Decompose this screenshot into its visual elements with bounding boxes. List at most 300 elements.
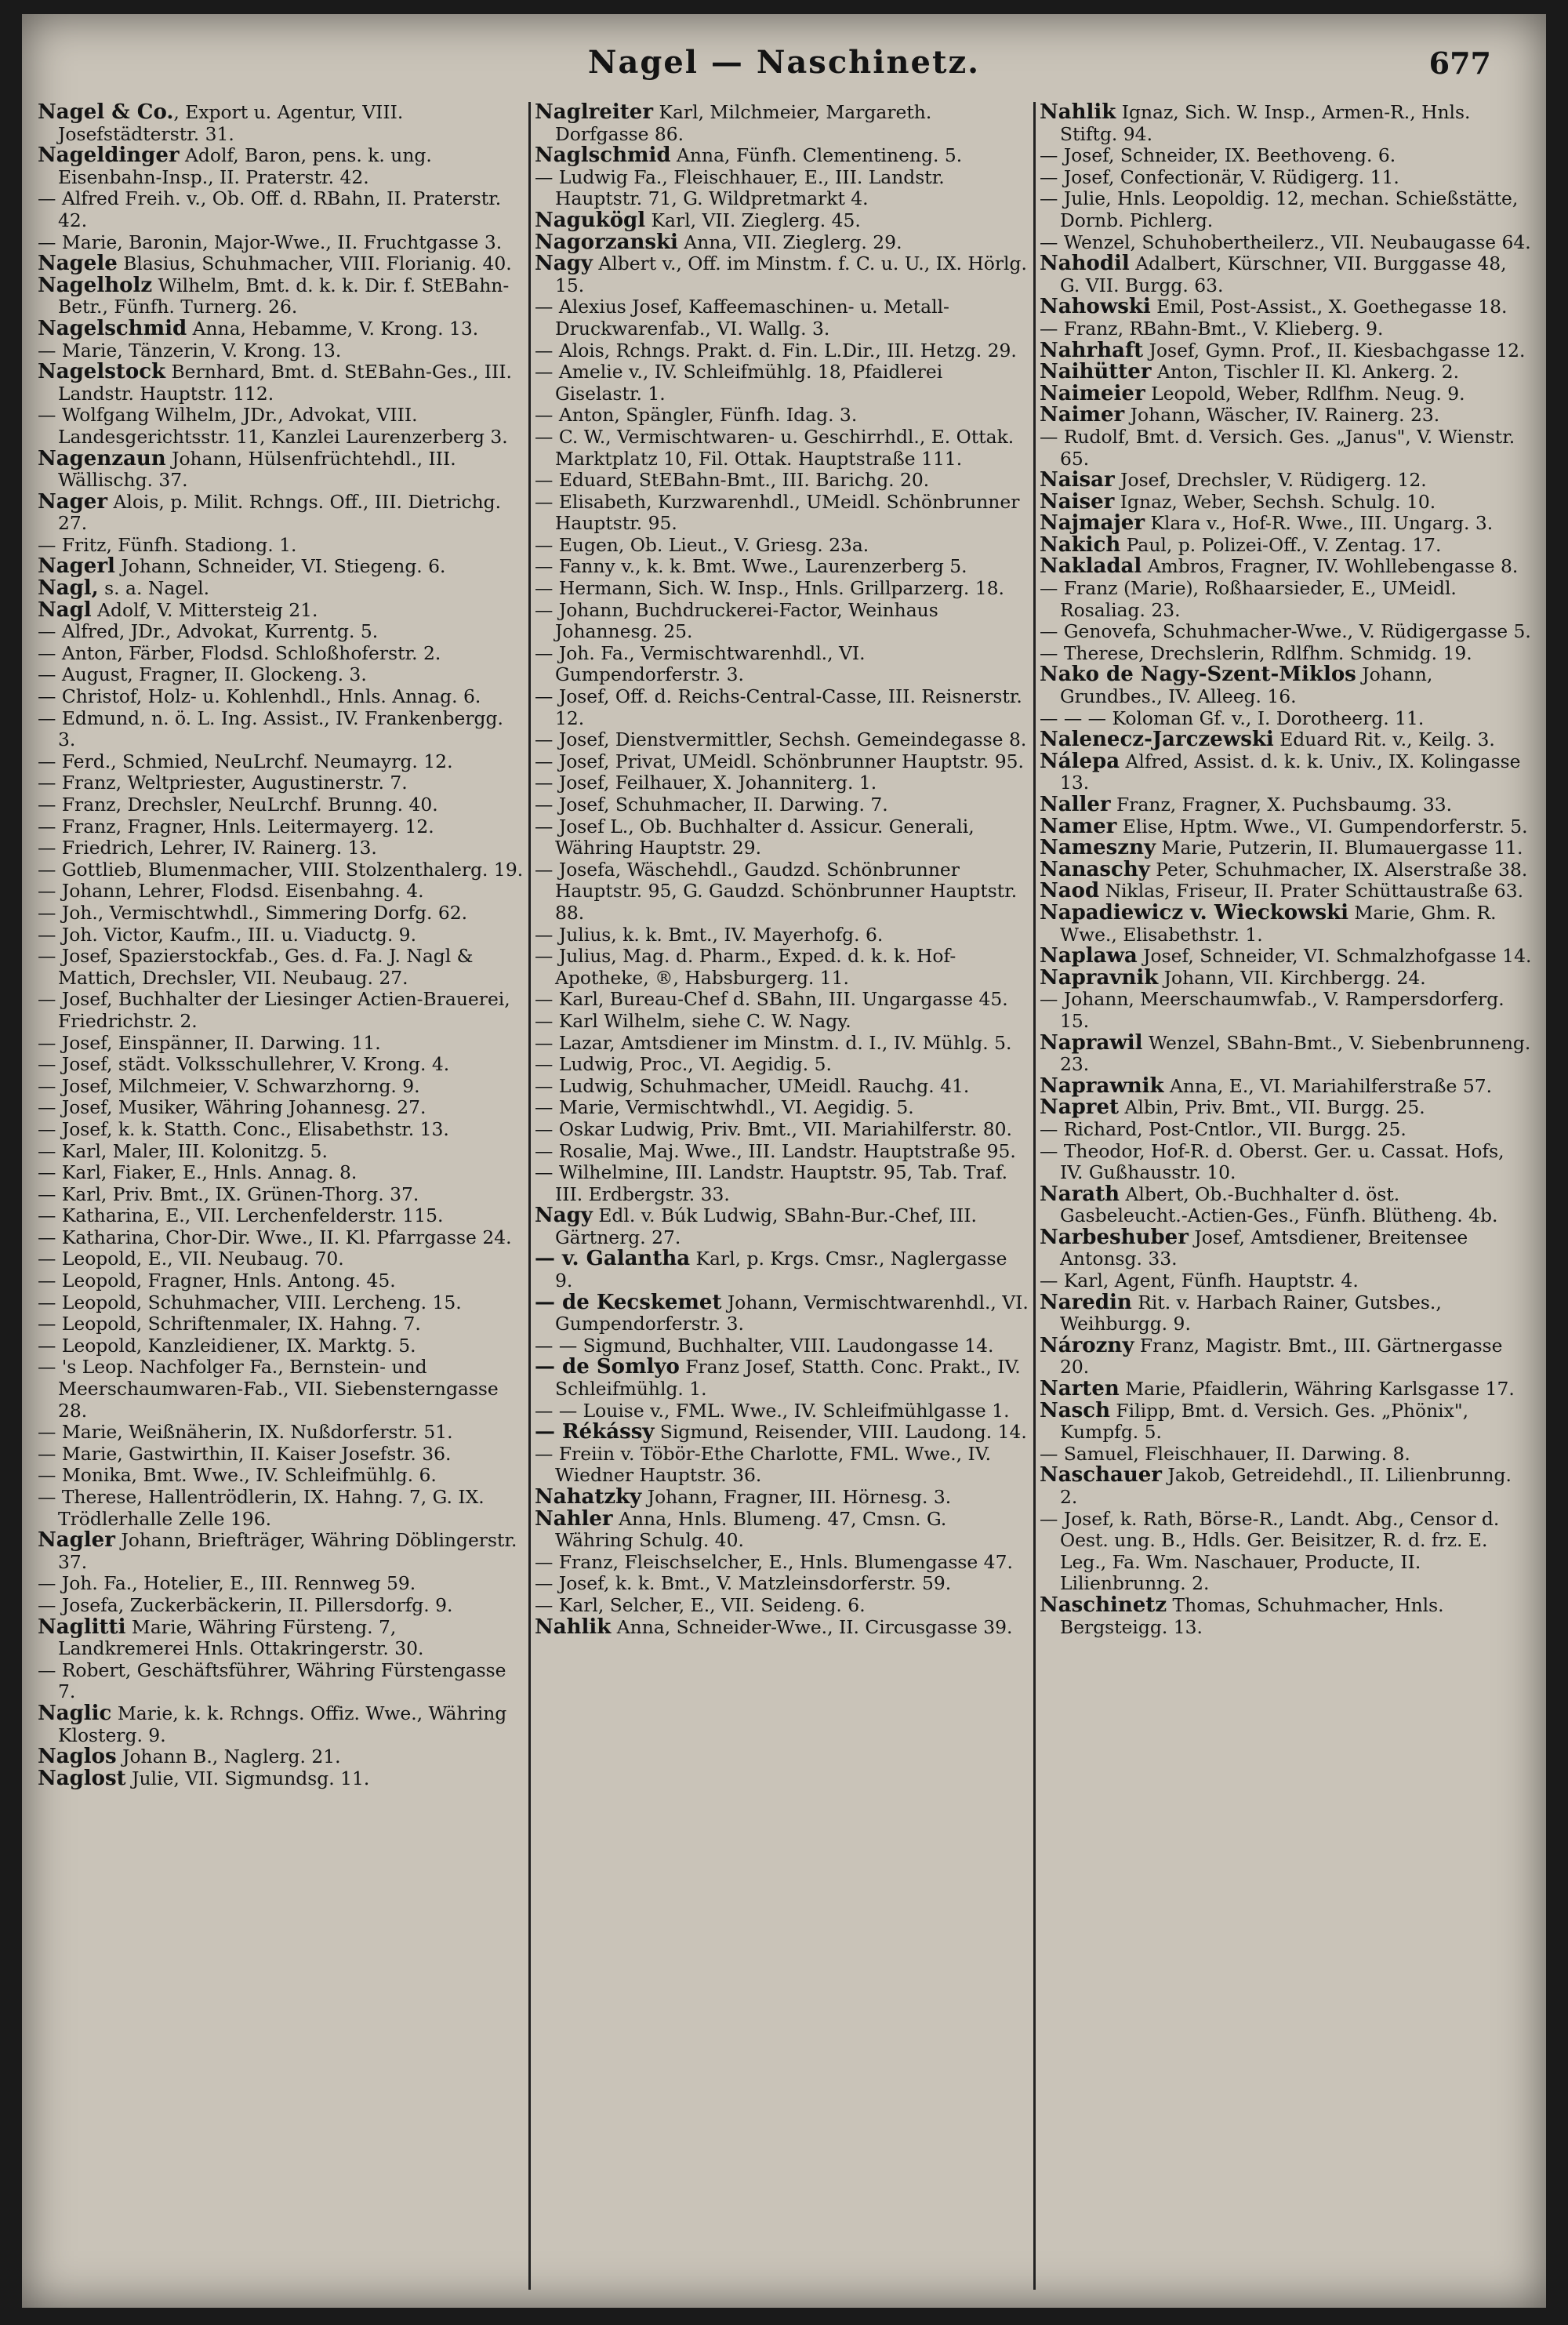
directory-entry xyxy=(535,946,1030,989)
entry-details: Anna, Fünfh. Clementineng. 5. xyxy=(670,144,963,167)
directory-entry xyxy=(38,145,524,188)
directory-entry xyxy=(535,427,1030,470)
entry-surname: Najmajer xyxy=(1040,511,1145,536)
directory-entry xyxy=(535,1595,1030,1617)
directory-entry xyxy=(535,1119,1030,1141)
entry-details: — Leopold, Schuhmacher, VIII. Lercheng. 15. xyxy=(38,1291,462,1313)
directory-entry xyxy=(535,1076,1030,1098)
entry-details: — Josef, k. k. Statth. Conc., Elisabethstr. 13. xyxy=(38,1117,449,1140)
entry-details: Johann B., Naglerg. 21. xyxy=(116,1746,341,1768)
entry-details: Sigmund, Reisender, VIII. Laudong. 14. xyxy=(654,1421,1027,1444)
entry-details: — Friedrich, Lehrer, IV. Rainerg. 13. xyxy=(38,837,377,859)
entry-details: s. a. Nagel. xyxy=(98,577,210,600)
entry-details: — Josef, Schneider, IX. Beethoveng. 6. xyxy=(1040,144,1396,167)
directory-entry xyxy=(535,210,1030,232)
entry-details: — Ludwig, Proc., VI. Aegidig. 5. xyxy=(535,1053,832,1076)
directory-entry xyxy=(535,643,1030,686)
entry-surname: Nagl, xyxy=(38,576,99,601)
entry-details: Ambros, Fragner, IV. Wohllebengasse 8. xyxy=(1142,555,1519,578)
directory-entry xyxy=(535,729,1030,751)
entry-details: Alfred, Assist. d. k. k. Univ., IX. Kolingasse 13. xyxy=(1060,750,1521,794)
entry-details: — Monika, Bmt. Wwe., IV. Schleifmühlg. 6. xyxy=(38,1464,437,1487)
entry-surname: Naschauer xyxy=(1040,1463,1162,1488)
entry-details: — Anton, Spängler, Fünfh. Idag. 3. xyxy=(535,404,858,427)
entry-details: Eduard Rit. v., Keilg. 3. xyxy=(1273,728,1495,751)
entry-surname: Nalenecz-Jarczewski xyxy=(1040,728,1274,752)
entry-details: — C. W., Vermischtwaren- u. Geschirrhdl., E. Ottak. Marktplatz 10, Fil. Ottak. Hauptstraße 111. xyxy=(535,425,1014,470)
directory-entry xyxy=(1040,664,1532,707)
entry-surname: Napadiewicz v. Wieckowski xyxy=(1040,900,1348,925)
entry-details: — Ludwig, Schuhmacher, UMeidl. Rauchg. 41. xyxy=(535,1074,970,1097)
entry-details: — Fanny v., k. k. Bmt. Wwe., Laurenzerberg 5. xyxy=(535,555,967,578)
entry-details: Franz, Fragner, X. Puchsbaumg. 33. xyxy=(1110,794,1453,816)
entry-details: — Rudolf, Bmt. d. Versich. Ges. „Janus", V. Wienstr. 65. xyxy=(1040,425,1515,470)
directory-entry xyxy=(535,405,1030,427)
directory-entry xyxy=(535,1248,1030,1291)
entry-details: — Johann, Lehrer, Flodsd. Eisenbahng. 4. xyxy=(38,880,424,903)
entry-details: — Ferd., Schmied, NeuLrchf. Neumayrg. 12. xyxy=(38,750,453,772)
entry-details: — Josef, k. k. Bmt., V. Matzleinsdorferstr. 59. xyxy=(535,1572,952,1595)
entry-details: — Josef, Privat, UMeidl. Schönbrunner Hauptstr. 95. xyxy=(535,750,1024,772)
entry-surname: Nakich xyxy=(1040,532,1121,557)
directory-entry xyxy=(535,340,1030,362)
entry-details: — Leopold, E., VII. Neubaug. 70. xyxy=(38,1248,344,1270)
directory-entry xyxy=(1040,1335,1532,1379)
directory-entry xyxy=(535,361,1030,405)
directory-entry xyxy=(535,1422,1030,1444)
entry-details: Wilhelm, Bmt. d. k. k. Dir. f. StEBahn-Betr., Fünfh. Turnerg. 26. xyxy=(58,274,510,318)
directory-entry xyxy=(535,1506,1030,1552)
directory-entry xyxy=(535,1162,1030,1205)
directory-entry xyxy=(38,772,524,794)
directory-entry xyxy=(38,1205,524,1227)
entry-details: — — — Koloman Gf. v., I. Dorotheerg. 11. xyxy=(1040,707,1425,729)
entry-details: — Oskar Ludwig, Priv. Bmt., VII. Mariahilferstr. 80. xyxy=(535,1117,1012,1140)
entry-details: — Julius, k. k. Bmt., IV. Mayerhofg. 6. xyxy=(535,923,884,946)
entry-details: — Josef, Feilhauer, X. Johanniterg. 1. xyxy=(535,772,877,794)
entry-details: Alois, p. Milit. Rchngs. Off., III. Dietrichg. 27. xyxy=(58,490,502,535)
directory-entry xyxy=(38,881,524,903)
entry-details: — Josef L., Ob. Buchhalter d. Assicur. Generali, Währing Hauptstr. 29. xyxy=(535,815,975,859)
directory-entry xyxy=(38,1097,524,1119)
directory-entry xyxy=(1040,167,1532,189)
entry-surname: — de Kecskemet xyxy=(535,1290,722,1314)
entry-details: — Franz, Weltpriester, Augustinerstr. 7. xyxy=(38,772,408,794)
directory-entry xyxy=(38,1573,524,1595)
entry-surname: Naglreiter xyxy=(535,102,654,124)
directory-entry xyxy=(38,859,524,881)
directory-entry xyxy=(535,859,1030,925)
directory-entry xyxy=(38,340,524,362)
directory-entry xyxy=(38,1184,524,1206)
page-number: 677 xyxy=(1428,45,1491,81)
directory-entry xyxy=(38,816,524,838)
directory-entry xyxy=(1040,1292,1532,1335)
entry-details: — Fritz, Fünfh. Stadiong. 1. xyxy=(38,533,297,556)
directory-entry xyxy=(38,1595,524,1617)
entry-surname: Nahlik xyxy=(535,1615,612,1639)
entry-surname: Nanaschy xyxy=(1040,857,1150,881)
directory-entry xyxy=(535,751,1030,773)
directory-entry xyxy=(1040,253,1532,296)
directory-entry xyxy=(38,1703,524,1746)
directory-entry xyxy=(535,1552,1030,1574)
entry-details: Thomas, Schuhmacher, Hnls. Bergsteigg. 13. xyxy=(1060,1593,1444,1638)
entry-details: — Eduard, StEBahn-Bmt., III. Barichg. 20. xyxy=(535,469,930,492)
entry-surname: Nakladal xyxy=(1040,554,1142,579)
entry-surname: Naglic xyxy=(38,1701,112,1725)
entry-surname: Naprawil xyxy=(1040,1030,1143,1055)
directory-entry xyxy=(38,621,524,643)
entry-details: — Leopold, Schriftenmaler, IX. Hahng. 7. xyxy=(38,1313,421,1335)
entry-details: — 's Leop. Nachfolger Fa., Bernstein- und Meerschaumwaren-Fab., VII. Siebensterngasse 28. xyxy=(38,1356,499,1422)
entry-details: — Katharina, E., VII. Lerchenfelderstr. 115. xyxy=(38,1204,444,1227)
entry-details: — August, Fragner, II. Glockeng. 3. xyxy=(38,663,367,686)
entry-details: — Katharina, Chor-Dir. Wwe., II. Kl. Pfarrgasse 24. xyxy=(38,1226,512,1248)
directory-entry xyxy=(38,837,524,859)
directory-entry xyxy=(38,1054,524,1076)
entry-details: Albin, Priv. Bmt., VII. Burgg. 25. xyxy=(1119,1096,1425,1119)
entry-details: — Franz, RBahn-Bmt., V. Klieberg. 9. xyxy=(1040,317,1384,340)
directory-entry xyxy=(1040,361,1532,383)
directory-entry xyxy=(1040,1227,1532,1270)
entry-details: Josef, Gymn. Prof., II. Kiesbachgasse 12. xyxy=(1143,339,1526,361)
entry-details: Johann, Briefträger, Währing Döblingerstr. 37. xyxy=(58,1529,517,1573)
directory-entry xyxy=(1040,794,1532,816)
entry-details: — Josefa, Wäschehdl., Gaudzd. Schönbrunner Hauptstr. 95, G. Gaudzd. Schönbrunner Hauptstr. 88. xyxy=(535,858,1018,924)
entry-details: — Eugen, Ob. Lieut., V. Griesg. 23a. xyxy=(535,533,869,556)
entry-surname: Naisar xyxy=(1040,468,1115,492)
entry-details: Marie, k. k. Rchngs. Offiz. Wwe., Währing Klosterg. 9. xyxy=(58,1702,507,1746)
directory-entry xyxy=(38,361,524,405)
directory-entry xyxy=(1040,232,1532,254)
directory-entry xyxy=(535,145,1030,167)
entry-details: — Josef, Buchhalter der Liesinger Actien-Brauerei, Friedrichstr. 2. xyxy=(38,988,510,1032)
entry-details: Karl, Milchmeier, Margareth. Dorfgasse 86. xyxy=(555,102,932,145)
directory-entry xyxy=(38,1444,524,1466)
entry-surname: Nagenzaun xyxy=(38,446,166,470)
directory-entry xyxy=(1040,621,1532,643)
directory-entry xyxy=(1040,578,1532,621)
entry-surname: Naiser xyxy=(1040,489,1115,514)
entry-details: Albert v., Off. im Minstm. f. C. u. U., IX. Hörlg. 15. xyxy=(555,252,1027,296)
directory-entry xyxy=(1040,296,1532,318)
entry-surname: Naglos xyxy=(38,1745,117,1769)
entry-details: Leopold, Weber, Rdlfhm. Neug. 9. xyxy=(1145,382,1465,405)
directory-entry xyxy=(38,232,524,254)
directory-entry xyxy=(1040,816,1532,838)
column-divider xyxy=(1033,102,1036,2290)
entry-details: Ignaz, Sich. W. Insp., Armen-R., Hnls. Stiftg. 94. xyxy=(1060,102,1471,145)
entry-surname: Nagelstock xyxy=(38,360,166,384)
directory-entry xyxy=(1040,318,1532,340)
directory-entry xyxy=(38,1422,524,1444)
entry-details: Johann, Hülsenfrüchtehdl., III. Wällischg. 37. xyxy=(58,447,456,492)
entry-details: Marie, Putzerin, II. Blumauergasse 11. xyxy=(1156,837,1523,859)
directory-entry xyxy=(38,794,524,816)
directory-entry xyxy=(38,600,524,622)
directory-entry xyxy=(38,751,524,773)
entry-surname: Narten xyxy=(1040,1377,1120,1401)
entry-surname: — de Somlyo xyxy=(535,1355,680,1379)
entry-surname: Nagelschmid xyxy=(38,316,187,340)
entry-details: — Samuel, Fleischhauer, II. Darwing. 8. xyxy=(1040,1442,1410,1465)
directory-entry xyxy=(1040,470,1532,492)
entry-details: Adolf, V. Mittersteig 21. xyxy=(91,598,318,621)
directory-entry xyxy=(38,1660,524,1703)
directory-entry xyxy=(38,1465,524,1487)
directory-entry xyxy=(38,535,524,557)
directory-entry xyxy=(535,925,1030,946)
directory-entry xyxy=(1040,837,1532,859)
entry-details: — Freiin v. Töbör-Ethe Charlotte, FML. Wwe., IV. Wiedner Hauptstr. 36. xyxy=(535,1442,992,1487)
directory-entry xyxy=(38,1746,524,1768)
directory-entry xyxy=(38,686,524,708)
entry-details: — Josef, k. Rath, Börse-R., Landt. Abg., Censor d. Oest. ung. B., Hdls. Ger. Beisitzer, R. d. frz. E. Leg., Fa. Wm. Naschauer, Producte, II. Lilienbrunng. 2. xyxy=(1040,1507,1500,1595)
directory-entry xyxy=(38,1768,524,1790)
directory-entry xyxy=(38,489,524,535)
entry-details: Julie, VII. Sigmundsg. 11. xyxy=(125,1767,370,1789)
entry-details: Adalbert, Kürschner, VII. Burggasse 48, G. VII. Burgg. 63. xyxy=(1060,252,1507,296)
entry-details: — Karl, Agent, Fünfh. Hauptstr. 4. xyxy=(1040,1270,1359,1292)
directory-entry xyxy=(38,1227,524,1249)
entry-details: — Johann, Meerschaumwfab., V. Rampersdorferg. 15. xyxy=(1040,988,1504,1032)
entry-surname: — v. Galantha xyxy=(535,1247,691,1271)
entry-surname: Naglitti xyxy=(38,1615,126,1639)
entry-details: — Wilhelmine, III. Landstr. Hauptstr. 95, Tab. Traf. III. Erdbergstr. 33. xyxy=(535,1161,1008,1205)
entry-details: Johann, Vermischtwarenhdl., VI. Gumpendorferstr. 3. xyxy=(555,1291,1029,1335)
entry-details: Jakob, Getreidehdl., II. Lilienbrunng. 2. xyxy=(1060,1464,1512,1508)
entry-details: Anton, Tischler II. Kl. Ankerg. 2. xyxy=(1151,361,1460,383)
directory-entry xyxy=(535,167,1030,210)
entry-details: Karl, VII. Zieglerg. 45. xyxy=(645,209,861,231)
directory-entry xyxy=(38,275,524,318)
directory-entry xyxy=(38,188,524,231)
directory-entry xyxy=(38,1357,524,1422)
entry-details: — Theodor, Hof-R. d. Oberst. Ger. u. Cassat. Hofs, IV. Gußhausstr. 10. xyxy=(1040,1139,1504,1184)
entry-details: — Christof, Holz- u. Kohlenhdl., Hnls. Annag. 6. xyxy=(38,685,481,708)
entry-surname: Nahlik xyxy=(1040,102,1116,124)
entry-details: — — Sigmund, Buchhalter, VIII. Laudongasse 14. xyxy=(535,1334,994,1357)
directory-entry xyxy=(1040,859,1532,881)
directory-entry xyxy=(38,1248,524,1270)
entry-details: — Joh. Victor, Kaufm., III. u. Viaductg. 9. xyxy=(38,923,417,946)
entry-details: — Marie, Gastwirthin, II. Kaiser Josefstr. 36. xyxy=(38,1442,452,1465)
directory-entry xyxy=(535,470,1030,492)
directory-entry xyxy=(38,253,524,275)
entry-details: — Wenzel, Schuhobertheilerz., VII. Neubaugasse 64. xyxy=(1040,231,1531,253)
entry-details: Josef, Schneider, VI. Schmalzhofgasse 14. xyxy=(1137,945,1532,968)
entry-surname: Nahowski xyxy=(1040,295,1151,319)
entry-surname: Nager xyxy=(38,489,108,514)
column-2 xyxy=(535,102,1030,2290)
directory-entry xyxy=(1040,340,1532,362)
entry-details: — Josef, Schuhmacher, II. Darwing. 7. xyxy=(535,794,888,816)
directory-entry xyxy=(535,1097,1030,1119)
entry-details: — Ludwig Fa., Fleischhauer, E., III. Landstr. Hauptstr. 71, G. Wildpretmarkt 4. xyxy=(535,165,945,210)
directory-entry xyxy=(1040,556,1532,578)
entry-surname: Narath xyxy=(1040,1182,1120,1206)
entry-surname: Nározny xyxy=(1040,1333,1134,1357)
directory-entry xyxy=(38,318,524,340)
directory-entry xyxy=(1040,708,1532,730)
directory-entry xyxy=(38,1617,524,1660)
entry-details: Peter, Schuhmacher, IX. Alserstraße 38. xyxy=(1149,858,1528,881)
entry-details: — Joh. Fa., Hotelier, E., III. Rennweg 59. xyxy=(38,1572,416,1595)
entry-details: — Marie, Tänzerin, V. Krong. 13. xyxy=(38,339,342,361)
entry-surname: Namer xyxy=(1040,814,1117,838)
entry-details: — Therese, Hallentrödlerin, IX. Hahng. 7, G. IX. Trödlerhalle Zelle 196. xyxy=(38,1486,485,1530)
directory-entry xyxy=(535,686,1030,729)
directory-entry xyxy=(535,1011,1030,1033)
directory-entry xyxy=(38,1335,524,1357)
directory-entry xyxy=(535,232,1030,254)
entry-surname: Nasch xyxy=(1040,1398,1110,1422)
directory-entry xyxy=(38,1076,524,1098)
directory-entry xyxy=(38,925,524,946)
entry-surname: Nageldinger xyxy=(38,143,180,168)
entry-details: , Export u. Agentur, VIII. Josefstädterstr. 31. xyxy=(58,102,404,145)
entry-details: — Karl, Bureau-Chef d. SBahn, III. Ungargasse 45. xyxy=(535,988,1008,1011)
directory-entry xyxy=(38,1313,524,1335)
entry-details: — Rosalie, Maj. Wwe., III. Landstr. Hauptstraße 95. xyxy=(535,1139,1016,1162)
directory-entry xyxy=(1040,1270,1532,1292)
entry-details: — Franz, Fragner, Hnls. Leitermayerg. 12. xyxy=(38,815,434,837)
entry-details: Wenzel, SBahn-Bmt., V. Siebenbrunneng. 23. xyxy=(1060,1031,1531,1076)
entry-details: — Josef, Confectionär, V. Rüdigerg. 11. xyxy=(1040,165,1399,188)
directory-entry xyxy=(535,253,1030,296)
entry-details: — Alois, Rchngs. Prakt. d. Fin. L.Dir., III. Hetzg. 29. xyxy=(535,339,1017,361)
entry-details: Adolf, Baron, pens. k. ung. Eisenbahn-Insp., II. Praterstr. 42. xyxy=(58,144,432,188)
directory-entry xyxy=(38,446,524,492)
entry-details: Anna, Hnls. Blumeng. 47, Cmsn. G. Währing Schulg. 40. xyxy=(555,1507,947,1552)
entry-details: Filipp, Bmt. d. Versich. Ges. „Phönix", Kumpfg. 5. xyxy=(1060,1399,1469,1444)
directory-entry xyxy=(535,1141,1030,1163)
directory-entry xyxy=(535,556,1030,578)
entry-details: Marie, Ghm. R. Wwe., Elisabethstr. 1. xyxy=(1060,901,1497,946)
directory-entry xyxy=(38,1270,524,1292)
entry-surname: Naihütter xyxy=(1040,360,1152,384)
entry-details: — Josef, Dienstvermittler, Sechsh. Gemeindegasse 8. xyxy=(535,728,1027,751)
directory-entry xyxy=(1040,989,1532,1032)
directory-entry xyxy=(1040,489,1532,514)
directory-entry xyxy=(1040,102,1532,145)
entry-details: Emil, Post-Assist., X. Goethegasse 18. xyxy=(1150,296,1508,318)
entry-surname: Naschinetz xyxy=(1040,1593,1167,1617)
directory-entry xyxy=(535,816,1030,859)
entry-details: Edl. v. Búk Ludwig, SBahn-Bur.-Chef, III. Gärtnerg. 27. xyxy=(555,1204,977,1248)
entry-surname: Naglschmid xyxy=(535,143,671,168)
directory-entry xyxy=(535,1033,1030,1055)
entry-details: Josef, Amtsdiener, Breitensee Antonsg. 33. xyxy=(1060,1226,1468,1270)
entry-details: Johann, Schneider, VI. Stiegeng. 6. xyxy=(114,555,446,578)
running-head-title: Nagel — Naschinetz. xyxy=(587,44,981,81)
directory-entry xyxy=(38,1033,524,1055)
entry-surname: Nagelholz xyxy=(38,273,153,297)
entry-surname: Naimeier xyxy=(1040,381,1145,405)
directory-entry xyxy=(1040,427,1532,470)
directory-entry xyxy=(535,578,1030,600)
entry-surname: Naplawa xyxy=(1040,944,1138,968)
entry-details: Elise, Hptm. Wwe., VI. Gumpendorferstr. 5. xyxy=(1116,815,1528,837)
entry-details: — Marie, Vermischtwhdl., VI. Aegidig. 5. xyxy=(535,1096,914,1119)
column-divider xyxy=(528,102,531,2290)
entry-details: — Karl, Fiaker, E., Hnls. Annag. 8. xyxy=(38,1161,358,1184)
entry-details: Johann, Wäscher, IV. Rainerg. 23. xyxy=(1124,404,1440,427)
directory-entry xyxy=(1040,643,1532,665)
directory-entry xyxy=(1040,751,1532,794)
entry-details: — Johann, Buchdruckerei-Factor, Weinhaus Johannesg. 25. xyxy=(535,598,938,643)
entry-details: Johann, Grundbes., IV. Alleeg. 16. xyxy=(1060,663,1433,708)
entry-details: — Josef, Musiker, Währing Johannesg. 27. xyxy=(38,1096,426,1119)
directory-entry xyxy=(38,1141,524,1163)
entry-details: Paul, p. Polizei-Off., V. Zentag. 17. xyxy=(1120,533,1442,556)
directory-entry xyxy=(38,1292,524,1314)
directory-entry xyxy=(1040,1073,1532,1098)
entry-surname: Narbeshuber xyxy=(1040,1225,1189,1249)
directory-entry xyxy=(38,1487,524,1530)
directory-entry xyxy=(535,1335,1030,1357)
entry-surname: Naod xyxy=(1040,879,1100,903)
directory-entry xyxy=(38,1119,524,1141)
directory-entry xyxy=(1040,1184,1532,1227)
column-3 xyxy=(1040,102,1532,2290)
directory-entry xyxy=(38,405,524,448)
entry-details: — Franz, Fleischselcher, E., Hnls. Blumengasse 47. xyxy=(535,1550,1013,1573)
entry-surname: Nagele xyxy=(38,252,118,276)
directory-entry xyxy=(535,492,1030,535)
directory-entry xyxy=(1040,900,1532,946)
entry-details: — Josef, Off. d. Reichs-Central-Casse, III. Reisnerstr. 12. xyxy=(535,685,1022,729)
directory-entry xyxy=(1040,965,1532,990)
entry-details: — Karl, Priv. Bmt., IX. Grünen-Thorg. 37. xyxy=(38,1182,419,1205)
entry-details: — Anton, Färber, Flodsd. Schloßhoferstr. 2. xyxy=(38,641,441,664)
entry-details: — Josef, städt. Volksschullehrer, V. Krong. 4. xyxy=(38,1053,450,1076)
directory-entry xyxy=(535,1617,1030,1639)
entry-details: — Gottlieb, Blumenmacher, VIII. Stolzenthalerg. 19. xyxy=(38,858,524,881)
directory-entry xyxy=(535,794,1030,816)
entry-details: Ignaz, Weber, Sechsh. Schulg. 10. xyxy=(1114,490,1436,513)
entry-surname: Naller xyxy=(1040,793,1111,816)
entry-details: Anna, Hebamme, V. Krong. 13. xyxy=(187,317,479,340)
directory-entry xyxy=(535,102,1030,145)
entry-details: — Edmund, n. ö. L. Ing. Assist., IV. Frankenbergg. 3. xyxy=(38,707,503,751)
entry-details: — Alfred, JDr., Advokat, Kurrentg. 5. xyxy=(38,620,379,643)
entry-surname: Nagler xyxy=(38,1528,115,1553)
directory-entry xyxy=(38,664,524,686)
entry-details: — Julie, Hnls. Leopoldig. 12, mechan. Schießstätte, Dornb. Pichlerg. xyxy=(1040,187,1519,231)
directory-page xyxy=(22,14,1546,2308)
entry-surname: Nahodil xyxy=(1040,252,1130,276)
entry-details: — Robert, Geschäftsführer, Währing Fürstengasse 7. xyxy=(38,1658,506,1703)
entry-details: — Richard, Post-Cntlor., VII. Burgg. 25. xyxy=(1040,1117,1406,1140)
entry-details: — Karl, Selcher, E., VII. Seideng. 6. xyxy=(535,1593,866,1616)
directory-entry xyxy=(38,708,524,751)
entry-details: — Joh., Vermischtwhdl., Simmering Dorfg. 62. xyxy=(38,901,468,924)
entry-surname: Naimer xyxy=(1040,403,1125,427)
entry-details: — Therese, Drechslerin, Rdlfhm. Schmidg. 19. xyxy=(1040,641,1472,664)
entry-surname: Nahatzky xyxy=(535,1485,642,1509)
directory-entry xyxy=(535,1487,1030,1509)
directory-entry xyxy=(535,1357,1030,1400)
entry-surname: Nagerl xyxy=(38,554,115,579)
entry-surname: Nagy xyxy=(535,1204,593,1228)
directory-entry xyxy=(1040,1030,1532,1076)
directory-entry xyxy=(1040,188,1532,231)
entry-details: Bernhard, Bmt. d. StEBahn-Ges., III. Landstr. Hauptstr. 112. xyxy=(58,361,512,405)
entry-surname: Naglost xyxy=(38,1766,126,1790)
entry-details: — — Louise v., FML. Wwe., IV. Schleifmühlgasse 1. xyxy=(535,1399,1010,1422)
